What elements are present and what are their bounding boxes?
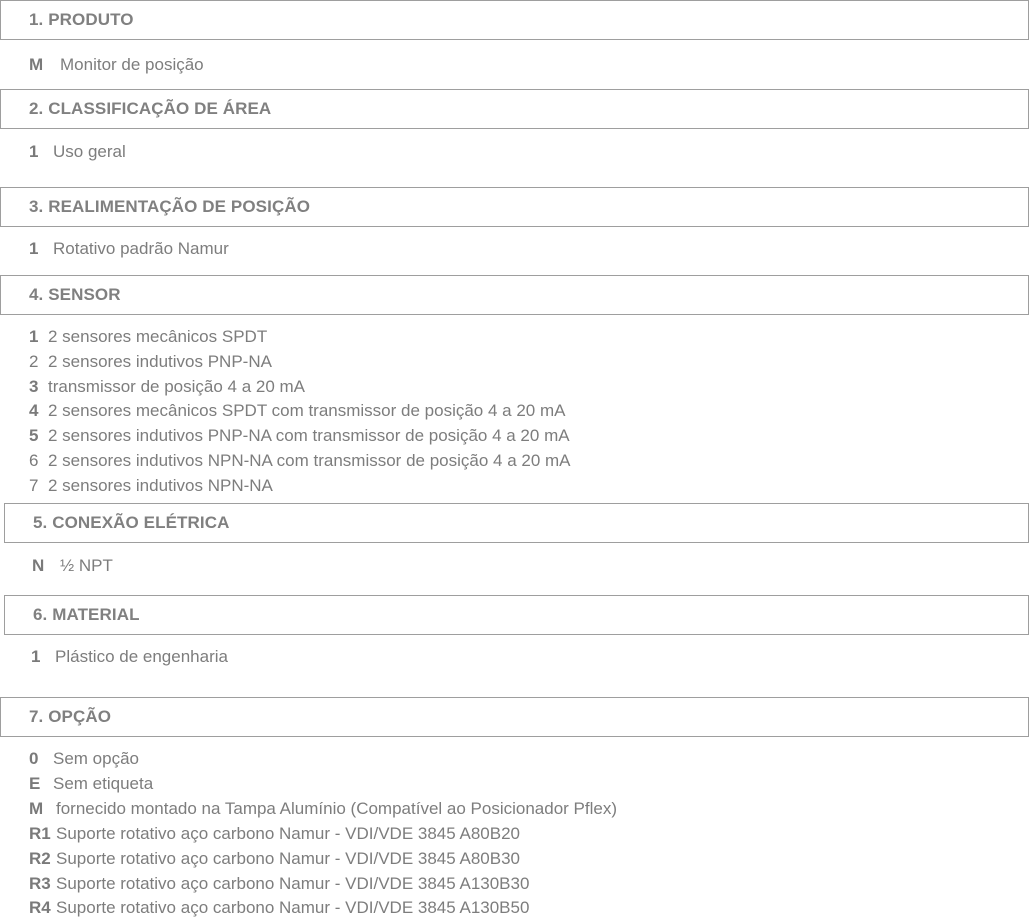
option-code: R3 [29,874,51,893]
section-title: 4. SENSOR [29,285,121,304]
option-code: 4 [29,401,39,420]
option-row [31,647,228,667]
option-label: Sem etiqueta [53,774,154,793]
option-label: Sem opção [53,749,139,768]
section-header-conexao [4,503,1029,543]
option-label: transmissor de posição 4 a 20 mA [48,377,306,396]
option-code: R1 [29,824,51,843]
option-code: R2 [29,849,51,868]
option-row [29,874,529,894]
section-header-realimentacao [0,187,1029,227]
option-label: Monitor de posição [60,55,204,74]
option-code: 0 [29,749,39,768]
option-row [29,239,229,259]
option-code: 7 [29,476,39,495]
option-row [29,426,570,446]
option-label: 2 sensores indutivos PNP-NA com transmissor de posição 4 a 20 mA [48,426,570,445]
option-code: 2 [29,352,39,371]
option-label: 2 sensores mecânicos SPDT com transmissor de posição 4 a 20 mA [48,401,566,420]
option-label: ½ NPT [60,556,113,575]
section-title: 3. REALIMENTAÇÃO DE POSIÇÃO [29,197,311,216]
option-row [32,556,113,576]
option-code: M [29,55,44,74]
option-label: 2 sensores mecânicos SPDT [48,327,268,346]
option-code: 3 [29,377,39,396]
option-row [29,401,565,421]
option-row [29,898,529,918]
option-label: 2 sensores indutivos NPN-NA [48,476,273,495]
option-label: Rotativo padrão Namur [53,239,229,258]
section-header-opcao [0,697,1029,737]
option-row [29,352,272,372]
section-header-material [4,595,1029,635]
option-label: Suporte rotativo aço carbono Namur - VDI/VDE 3845 A80B30 [56,849,520,868]
option-code: N [32,556,45,575]
option-code: 1 [29,239,39,258]
option-label: Suporte rotativo aço carbono Namur - VDI/VDE 3845 A130B50 [56,898,530,917]
option-row [29,849,520,869]
option-code: E [29,774,41,793]
option-code: 1 [29,327,39,346]
option-label: fornecido montado na Tampa Alumínio (Compatível ao Posicionador Pflex) [56,799,617,818]
option-label: Suporte rotativo aço carbono Namur - VDI/VDE 3845 A130B30 [56,874,530,893]
option-row [29,799,617,819]
option-label: 2 sensores indutivos PNP-NA [48,352,272,371]
option-row [29,476,273,496]
option-label: Plástico de engenharia [55,647,228,666]
option-code: R4 [29,898,51,917]
section-header-produto [0,0,1029,40]
option-row [29,55,204,75]
option-code: M [29,799,44,818]
section-title: 1. PRODUTO [29,10,134,29]
section-title: 5. CONEXÃO ELÉTRICA [33,513,230,532]
option-row [29,774,153,794]
option-label: Uso geral [53,142,126,161]
option-label: 2 sensores indutivos NPN-NA com transmissor de posição 4 a 20 mA [48,451,571,470]
option-row [29,749,139,769]
option-code: 5 [29,426,39,445]
section-title: 2. CLASSIFICAÇÃO DE ÁREA [29,99,272,118]
option-row [29,377,305,397]
section-header-classificacao [0,89,1029,129]
section-title: 6. MATERIAL [33,605,140,624]
option-code: 1 [31,647,41,666]
option-row [29,327,267,347]
section-title: 7. OPÇÃO [29,707,112,726]
option-row [29,824,520,844]
option-label: Suporte rotativo aço carbono Namur - VDI/VDE 3845 A80B20 [56,824,520,843]
option-row [29,451,571,471]
option-row [29,142,126,162]
section-header-sensor [0,275,1029,315]
option-code: 6 [29,451,39,470]
option-code: 1 [29,142,39,161]
